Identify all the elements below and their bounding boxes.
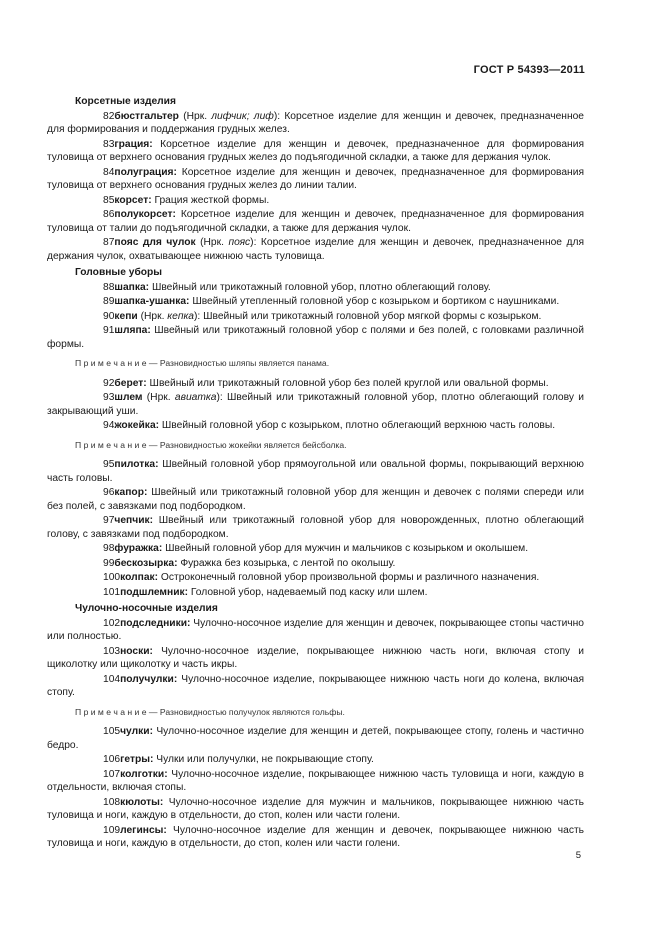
- note: [47, 357, 584, 371]
- term-name: кепи: [114, 310, 138, 322]
- entry-number: 87: [103, 237, 115, 248]
- entry-definition: ): Корсетное изделие для женщин и девочек, предназначенное для формирования и поддержания грудных желез.: [47, 110, 584, 135]
- document-header: ГОСТ Р 54393—2011: [473, 64, 585, 76]
- entry-number: 85: [103, 194, 115, 206]
- entry-number: 99: [103, 557, 115, 569]
- term-entry: [47, 236, 584, 263]
- entry-definition: Швейный или трикотажный головной убор с полями и без полей, с головками различной формы.: [47, 325, 584, 350]
- term-entry: [47, 557, 584, 571]
- term-name: пояс для чулок: [114, 237, 196, 248]
- term-entry: [47, 753, 584, 767]
- term-entry: [47, 586, 584, 600]
- term-entry: [47, 391, 584, 418]
- page-number: 5: [575, 850, 581, 861]
- entry-definition: Чулочно-носочное изделие для женщин и девочек, покрывающее нижнюю часть туловища и ноги, каждую в отдельности, до стоп, колен или части голени.: [47, 824, 584, 849]
- entry-definition: Швейный или трикотажный головной убор для новорожденных, плотно облегающий голову, с завязками под подбородком.: [47, 515, 584, 540]
- entry-number: 100: [103, 572, 121, 583]
- term-name: легинсы:: [120, 824, 167, 836]
- entry-number: 107: [103, 768, 121, 780]
- entry-number: 84: [103, 166, 115, 178]
- term-entry: [47, 377, 584, 391]
- term-name: колпак:: [120, 572, 159, 583]
- entry-definition: ): Швейный или трикотажный головной убор мягкой формы с козырьком.: [194, 310, 542, 322]
- term-name: капор:: [114, 487, 148, 498]
- entry-definition: Корсетное изделие для женщин и девочек, предназначенное для формирования туловища от талии до подъягодичной складки, а также для держания чулок.: [47, 209, 584, 234]
- section-heading: Головные уборы: [75, 267, 163, 278]
- entry-number: 96: [103, 487, 115, 498]
- entry-definition: Чулочно-носочное изделие для мужчин и мальчиков, покрывающее нижнюю часть туловища и ноги, каждую в отдельности, до стоп, колен или части голени.: [47, 796, 584, 821]
- term-entry: [47, 725, 584, 752]
- entry-definition: Фуражка без козырька, с лентой по околышу.: [177, 557, 396, 569]
- term-entry: [47, 796, 584, 823]
- term-name: подследники:: [120, 617, 191, 629]
- entry-definition: Головной убор, надеваемый под каску или шлем.: [188, 586, 428, 598]
- term-entry: [47, 673, 584, 700]
- entry-definition: Корсетное изделие для женщин и девочек, предназначенное для формирования туловища от верхнего основания грудных желез до подъягодичной складки, а также для держания чулок.: [47, 138, 584, 163]
- entry-number: 91: [103, 325, 115, 336]
- entry-definition: Швейный головной убор с козырьком, плотно облегающий верхнюю часть головы.: [159, 420, 556, 431]
- entry-number: 109: [103, 824, 121, 836]
- entry-text: (Нрк.: [178, 110, 212, 122]
- entry-number: 93: [103, 392, 115, 403]
- term-entry: [47, 110, 584, 137]
- note-label: П р и м е ч а н и е: [75, 439, 147, 450]
- entry-definition: Швейный головной убор прямоугольной или овальной формы, покрывающий верхнюю часть головы.: [47, 459, 584, 484]
- term-name: жокейка:: [114, 420, 160, 431]
- note: [47, 439, 584, 453]
- term-entry: [47, 645, 584, 672]
- entry-definition: ): Корсетное изделие для женщин и девочек, предназначенное для держания чулок, охватывающее нижнюю часть туловища.: [47, 237, 584, 262]
- term-name: чулки:: [120, 726, 153, 737]
- term-entry: [47, 194, 584, 208]
- non-recommended-term: пояс: [228, 237, 251, 248]
- entry-definition: Чулочно-носочное изделие, покрывающее нижнюю часть ноги до колена, включая стопу.: [47, 673, 584, 698]
- entry-number: 105: [103, 726, 121, 737]
- entry-number: 101: [103, 586, 121, 598]
- term-entry: [47, 571, 584, 585]
- term-name: бюстгальтер: [114, 110, 179, 122]
- entry-definition: Чулочно-носочное изделие, покрывающее нижнюю часть ноги, включая стопу и щиколотку или щиколотку и часть икры.: [47, 645, 584, 670]
- entry-definition: Швейный головной убор для мужчин и мальчиков с козырьком и околышем.: [162, 543, 529, 554]
- term-name: чепчик:: [114, 515, 154, 526]
- term-entry: [47, 486, 584, 513]
- term-name: бескозырка:: [114, 557, 178, 569]
- note-text: — Разновидностью шляпы является панама.: [146, 358, 330, 368]
- term-entry: [47, 824, 584, 851]
- entry-text: (Нрк.: [137, 310, 168, 322]
- entry-definition: ): Швейный или трикотажный головной убор, плотно облегающий голову и закрывающий уши.: [47, 392, 584, 417]
- term-name: кюлоты:: [120, 796, 164, 808]
- entry-definition: Чулочно-носочное изделие для женщин и детей, покрывающее стопу, голень и частично бедро.: [47, 726, 584, 751]
- term-name: грация:: [114, 138, 153, 150]
- note-text: — Разновидностью получулок являются гольфы.: [146, 706, 345, 717]
- note-label: П р и м е ч а н и е: [75, 358, 147, 368]
- section-heading: Чулочно-носочные изделия: [75, 603, 218, 614]
- entry-number: 95: [103, 459, 115, 470]
- entry-number: 89: [103, 296, 115, 307]
- term-entry: [47, 324, 584, 351]
- entry-definition: Швейный утепленный головной убор с козырьком и бортиком с наушниками.: [189, 296, 560, 307]
- term-name: гетры:: [120, 754, 154, 765]
- entry-number: 86: [103, 209, 115, 220]
- entry-number: 108: [103, 796, 121, 808]
- term-name: шляпа:: [114, 325, 151, 336]
- entry-number: 94: [103, 420, 115, 431]
- term-name: полуграция:: [114, 166, 177, 178]
- entry-number: 98: [103, 543, 115, 554]
- entry-number: 83: [103, 138, 115, 150]
- term-entry: [47, 458, 584, 485]
- term-entry: [47, 208, 584, 235]
- term-entry: [47, 166, 584, 193]
- non-recommended-term: лифчик; лиф: [211, 110, 274, 122]
- term-name: берет:: [114, 377, 147, 389]
- entry-number: 103: [103, 645, 121, 657]
- term-entry: [47, 295, 584, 309]
- entry-number: 82: [103, 110, 115, 122]
- term-name: шапка-ушанка:: [114, 296, 190, 307]
- term-name: колготки:: [120, 768, 168, 780]
- term-entry: [47, 768, 584, 795]
- entry-definition: Чулочно-носочное изделие, покрывающее нижнюю часть туловища и ноги, каждую в отдельности, включая стопы.: [47, 768, 584, 793]
- entry-definition: Корсетное изделие для женщин и девочек, предназначенное для формирования туловища от верхнего основания грудных желез до линии талии.: [47, 166, 584, 191]
- entry-number: 104: [103, 673, 121, 685]
- term-name: пилотка:: [114, 459, 159, 470]
- entry-number: 90: [103, 310, 115, 322]
- entry-text: (Нрк.: [142, 392, 175, 403]
- term-entry: [47, 138, 584, 165]
- non-recommended-term: кепка: [167, 310, 195, 322]
- entry-number: 97: [103, 515, 115, 526]
- term-name: подшлемник:: [120, 586, 189, 598]
- entry-definition: Грация жесткой формы.: [151, 194, 270, 206]
- entry-number: 92: [103, 377, 115, 389]
- term-entry: [47, 514, 584, 541]
- section-heading: Корсетные изделия: [75, 96, 176, 107]
- term-entry: [47, 281, 584, 295]
- entry-number: 88: [103, 281, 115, 293]
- entry-definition: Остроконечный головной убор произвольной формы и различного назначения.: [158, 572, 540, 583]
- term-entry: [47, 419, 584, 433]
- note-label: П р и м е ч а н и е: [75, 706, 147, 717]
- entry-definition: Швейный или трикотажный головной убор для женщин и девочек с полями спереди или без полей, с завязками под подбородком.: [47, 487, 584, 512]
- entry-definition: Чулочно-носочное изделие для женщин и девочек, покрывающее стопы частично или полностью.: [47, 617, 584, 642]
- term-name: носки:: [120, 645, 153, 657]
- note-text: — Разновидностью жокейки является бейсболка.: [146, 439, 347, 450]
- term-name: полукорсет:: [114, 209, 176, 220]
- term-name: корсет:: [114, 194, 152, 206]
- entry-text: (Нрк.: [195, 237, 229, 248]
- document-body: [47, 92, 584, 852]
- term-name: шапка:: [114, 281, 150, 293]
- entry-number: 102: [103, 617, 121, 629]
- term-entry: [47, 617, 584, 644]
- non-recommended-term: авиатка: [174, 392, 217, 403]
- term-name: получулки:: [120, 673, 178, 685]
- entry-definition: Швейный или трикотажный головной убор без полей круглой или овальной формы.: [146, 377, 549, 389]
- note: [47, 706, 584, 720]
- entry-definition: Чулки или получулки, не покрывающие стопу.: [153, 754, 374, 765]
- entry-number: 106: [103, 754, 121, 765]
- term-name: шлем: [114, 392, 143, 403]
- term-entry: [47, 310, 584, 324]
- term-entry: [47, 542, 584, 556]
- term-name: фуражка:: [114, 543, 163, 554]
- entry-definition: Швейный или трикотажный головной убор, плотно облегающий голову.: [149, 281, 491, 293]
